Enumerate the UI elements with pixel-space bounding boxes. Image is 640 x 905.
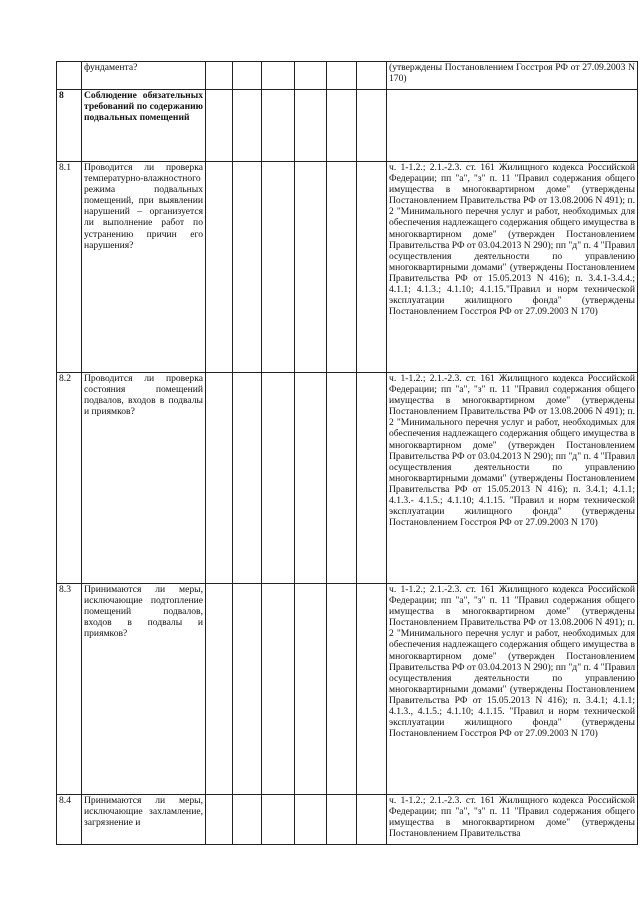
answer-cell-no xyxy=(233,90,262,162)
answer-cell-yes xyxy=(206,62,233,90)
answer-cell-5 xyxy=(327,373,357,584)
row-number: 8.1 xyxy=(57,162,82,373)
answer-cell-na xyxy=(262,795,295,845)
question-cell: Принимаются ли меры, исключающие подтопление помещений подвалов, входов в подвалы и приямков? xyxy=(82,584,206,795)
answer-cell-yes xyxy=(206,373,233,584)
answer-cell-6 xyxy=(357,62,387,90)
answer-cell-5 xyxy=(327,584,357,795)
answer-cell-5 xyxy=(327,62,357,90)
answer-cell-no xyxy=(233,373,262,584)
row-number: 8.2 xyxy=(57,373,82,584)
legal-reference-cell: ч. 1-1.2.; 2.1.-2.3. ст. 161 Жилищного кодекса Российской Федерации; пп "а", "з" п. 11 "Правил содержания общего имущества в многоквартирном доме" (утверждены Постановлением Правительства РФ от 13.08.2006 N 491); п. 2 "Минимального перечня услуг и работ, необходимых для обеспечения надлежащего содержания общего имущества в многоквартирном доме" (утвержден Постановлением Правительства РФ от 03.04.2013 N 290); пп "д" п. 4 "Правил осуществления деятельности по управлению многоквартирными домами" (утверждены Постановлением Правительства РФ от 15.05.2013 N 416); п. 3.4.1-3.4.4.; 4.1.1; 4.1.3.; 4.1.10; 4.1.15."Правил и норм технической эксплуатации жилищного фонда" (утверждены Постановлением Госстроя РФ от 27.09.2003 N 170) xyxy=(387,162,638,373)
answer-cell-na xyxy=(262,90,295,162)
section-heading-cell: Соблюдение обязательных требований по содержанию подвальных помещений xyxy=(82,90,206,162)
legal-reference-cell xyxy=(387,90,638,162)
question-cell: Принимаются ли меры, исключающие захламление, загрязнение и xyxy=(82,795,206,845)
table-row xyxy=(57,795,638,845)
answer-cell-6 xyxy=(357,373,387,584)
table-row xyxy=(57,90,638,162)
answer-cell-4 xyxy=(295,62,327,90)
answer-cell-5 xyxy=(327,90,357,162)
answer-cell-na xyxy=(262,62,295,90)
table-row xyxy=(57,62,638,90)
row-number: 8 xyxy=(57,90,82,162)
question-cell: Проводится ли проверка состояния помещений подвалов, входов в подвалы и приямков? xyxy=(82,373,206,584)
answer-cell-4 xyxy=(295,584,327,795)
answer-cell-no xyxy=(233,584,262,795)
answer-cell-6 xyxy=(357,90,387,162)
answer-cell-5 xyxy=(327,795,357,845)
table-row xyxy=(57,373,638,584)
answer-cell-yes xyxy=(206,90,233,162)
answer-cell-yes xyxy=(206,584,233,795)
question-cell: Проводится ли проверка температурно-влажностного режима подвальных помещений, при выявлении нарушений – организуется ли выполнение работ по устранению причин его нарушения? xyxy=(82,162,206,373)
answer-cell-6 xyxy=(357,584,387,795)
answer-cell-na xyxy=(262,584,295,795)
answer-cell-no xyxy=(233,162,262,373)
table-row xyxy=(57,584,638,795)
table-row xyxy=(57,162,638,373)
answer-cell-4 xyxy=(295,795,327,845)
answer-cell-no xyxy=(233,62,262,90)
row-number: 8.4 xyxy=(57,795,82,845)
row-number xyxy=(57,62,82,90)
answer-cell-6 xyxy=(357,795,387,845)
answer-cell-4 xyxy=(295,373,327,584)
legal-reference-cell: (утверждены Постановлением Госстроя РФ от 27.09.2003 N 170) xyxy=(387,62,638,90)
answer-cell-na xyxy=(262,162,295,373)
answer-cell-6 xyxy=(357,162,387,373)
legal-reference-cell: ч. 1-1.2.; 2.1.-2.3. ст. 161 Жилищного кодекса Российской Федерации; пп "а", "з" п. 11 "Правил содержания общего имущества в многоквартирном доме" (утверждены Постановлением Правительства xyxy=(387,795,638,845)
row-number: 8.3 xyxy=(57,584,82,795)
legal-reference-cell: ч. 1-1.2.; 2.1.-2.3. ст. 161 Жилищного кодекса Российской Федерации; пп "а", "з" п. 11 "Правил содержания общего имущества в многоквартирном доме" (утверждены Постановлением Правительства РФ от 13.08.2006 N 491); п. 2 "Минимального перечня услуг и работ, необходимых для обеспечения надлежащего содержания общего имущества в многоквартирном доме" (утвержден Постановлением Правительства РФ от 03.04.2013 N 290); пп "д" п. 4 "Правил осуществления деятельности по управлению многоквартирными домами" (утверждены Постановлением Правительства РФ от 15.05.2013 N 416); п. 3.4.1; 4.1.1; 4.1.3.- 4.1.5.; 4.1.10; 4.1.15. "Правил и норм технической эксплуатации жилищного фонда" (утверждены Постановлением Госстроя РФ от 27.09.2003 N 170) xyxy=(387,373,638,584)
answer-cell-na xyxy=(262,373,295,584)
legal-reference-cell: ч. 1-1.2.; 2.1.-2.3. ст. 161 Жилищного кодекса Российской Федерации; пп "а", "з" п. 11 "Правил содержания общего имущества в многоквартирном доме" (утверждены Постановлением Правительства РФ от 13.08.2006 N 491); п. 2 "Минимального перечня услуг и работ, необходимых для обеспечения надлежащего содержания общего имущества в многоквартирном доме" (утвержден Постановлением Правительства РФ от 03.04.2013 N 290); пп "д" п. 4 "Правил осуществления деятельности по управлению многоквартирными домами" (утверждены Постановлением Правительства РФ от 15.05.2013 N 416); п. 3.4.1; 4.1.1; 4.1.3., 4.1.5.; 4.1.10; 4.1.15. "Правил и норм технической эксплуатации жилищного фонда" (утверждены Постановлением Госстроя РФ от 27.09.2003 N 170) xyxy=(387,584,638,795)
checklist-table xyxy=(56,61,638,845)
answer-cell-yes xyxy=(206,162,233,373)
answer-cell-4 xyxy=(295,90,327,162)
answer-cell-5 xyxy=(327,162,357,373)
question-cell: фундамента? xyxy=(82,62,206,90)
answer-cell-yes xyxy=(206,795,233,845)
answer-cell-4 xyxy=(295,162,327,373)
answer-cell-no xyxy=(233,795,262,845)
